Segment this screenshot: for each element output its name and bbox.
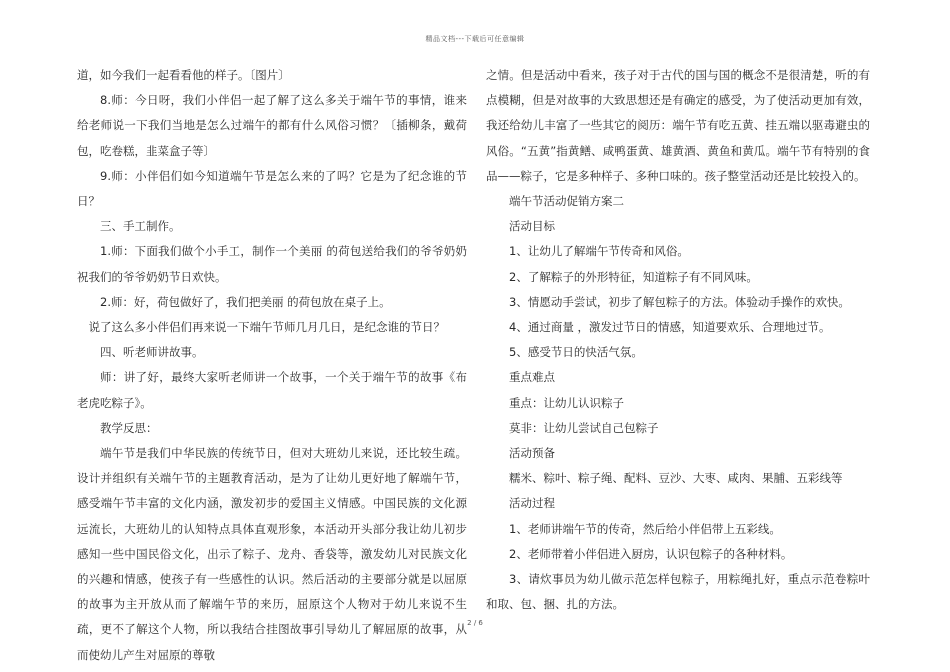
list-item: 1、老师讲端午节的传奇，然后给小伴侣带上五彩线。 — [509, 521, 781, 536]
left-column — [77, 63, 467, 668]
paragraph: 2.师：好，荷包做好了，我们把美丽 的荷包放在桌子上。 — [100, 294, 391, 309]
list-item: 1、让幼儿了解端午节传奇和风俗。 — [509, 244, 689, 259]
section-heading: 活动预备 — [509, 446, 555, 461]
right-column — [486, 63, 870, 617]
paragraph: 之情。但是活动中看来，孩子对于古代的国与国的概念不是很清楚，听的有点模糊，但是对故事的大致思想还是有确定的感受，为了使活动更加有效，我还给幼儿丰富了一些其它的阅历：端午节有吃五黄、挂五端以驱毒避虫的风俗。“五黄”指黄鳝、咸鸭蛋黄、雄黄酒、黄鱼和黄瓜。端午节有特别的食品——粽子，它是多种样子、多种口味的。孩子整堂活动还是比较投入的。 — [486, 68, 870, 183]
paragraph: 1.师：下面我们做个小手工，制作一个美丽 的荷包送给我们的爷爷奶奶祝我们的爷爷奶奶节日欢快。 — [77, 244, 467, 284]
paragraph: 9.师：小伴侣们如今知道端午节是怎么来的了吗？它是为了纪念谁的节日？ — [77, 168, 467, 209]
section-heading: 三、手工制作。 — [100, 219, 181, 234]
section-heading: 重点难点 — [509, 370, 555, 385]
section-heading: 教学反思： — [100, 420, 158, 435]
paragraph: 8.师：今日呀，我们小伴侣一起了解了这么多关于端午节的事情，谁来给老师说一下我们当地是怎么过端午的都有什么风俗习惯？〔插柳条，戴荷包，吃卷糕，韭菜盒子等〕 — [77, 93, 467, 158]
page-number: 2 / 6 — [467, 619, 483, 627]
section-title: 端午节活动促销方案二 — [509, 194, 624, 209]
paragraph: 莫非：让幼儿尝试自己包粽子 — [509, 420, 659, 435]
paragraph: 重点：让幼儿认识粽子 — [509, 395, 624, 410]
list-item: 5、感受节日的快活气氛。 — [509, 345, 643, 360]
paragraph: 端午节是我们中华民族的传统节日，但对大班幼儿来说，还比较生疏。设计并组织有关端午节的主题教育活动，是为了让幼儿更好地了解端午节，感受端午节丰富的文化内涵，激发初步的爱国主义情感。中国民族的文化源远流长，大班幼儿的认知特点具体直观形象，本活动开头部分我让幼儿初步感知一些中国民俗文化，出示了粽子、龙舟、香袋等，激发幼儿对民族文化的兴趣和情感，使孩子有一些感性的认识。然后活动的主要部分就是以屈原的故事为主开放从而了解端午节的来历，屈原这个人物对于幼儿来说不生疏，更不了解这个人物，所以我结合挂图故事引导幼儿了解屈原的故事，从而使幼儿产生对屈原的尊敬 — [77, 446, 467, 662]
paragraph: 师：讲了好，最终大家听老师讲一个故事，一个关于端午节的故事《布老虎吃粽子》。 — [77, 370, 467, 410]
list-item: 2、了解粽子的外形特征，知道粽子有不同风味。 — [509, 269, 758, 284]
paragraph: 说了这么多小伴侣们再来说一下端午节师几月几日，是纪念谁的节日？ — [88, 320, 445, 335]
list-item: 4、通过商量 ，激发过节日的情感，知道要欢乐、合理地过节。 — [509, 320, 831, 335]
section-heading: 四、听老师讲故事。 — [100, 345, 204, 360]
list-item: 3、请炊事员为幼儿做示范怎样包粽子，用粽绳扎好，重点示范卷粽叶和取、包、捆、扎的方法。 — [486, 572, 870, 612]
section-heading: 活动过程 — [509, 496, 555, 511]
paragraph: 道，如今我们一起看看他的样子。〔图片〕 — [77, 68, 290, 82]
page-header: 精品文档---下载后可任意编辑 — [425, 35, 525, 43]
paragraph: 糯米、粽叶、粽子绳、配料、豆沙、大枣、咸肉、果脯、五彩线等 — [509, 471, 843, 486]
list-item: 2、老师带着小伴侣进入厨房，认识包粽子的各种材料。 — [509, 546, 793, 561]
list-item: 3、情愿动手尝试，初步了解包粽子的方法。体验动手操作的欢快。 — [509, 294, 850, 309]
section-heading: 活动目标 — [509, 219, 555, 234]
